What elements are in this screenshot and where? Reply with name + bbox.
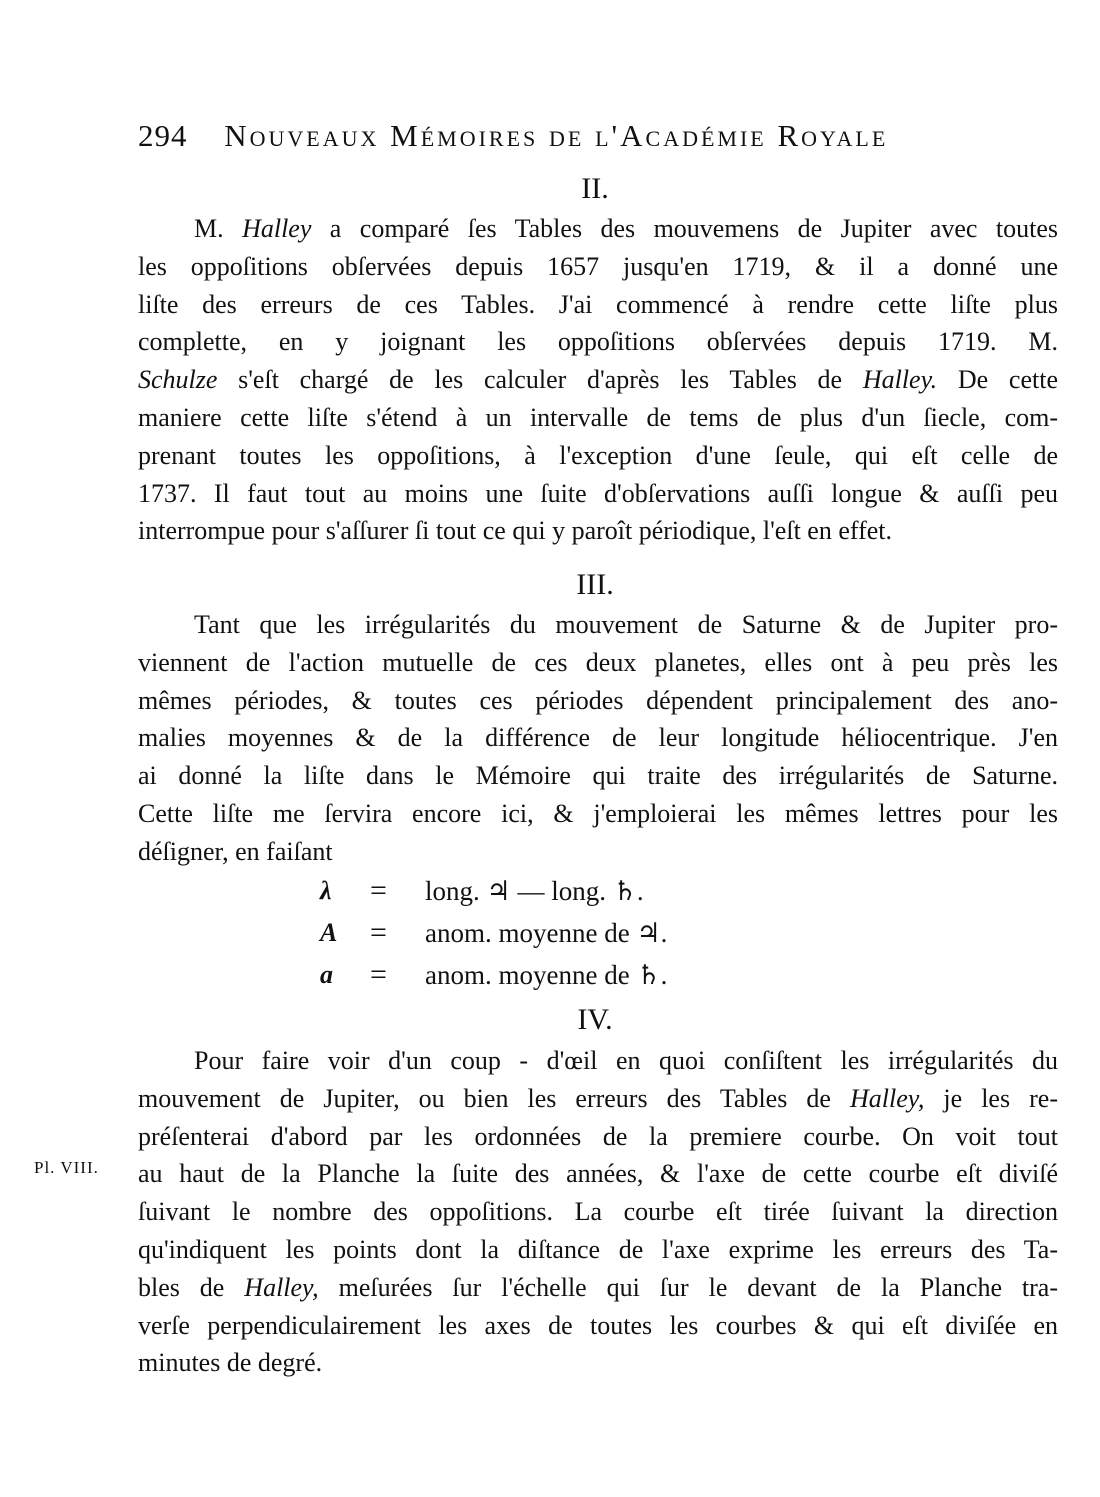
text-line: interrompue pour s'aſſurer ſi tout ce qui y paroît périodique, l'eſt en effet. xyxy=(138,516,892,546)
text-line: complette, en y joignant les oppoſitions obſervées depuis 1719. M. xyxy=(138,327,1058,357)
text-line: ai donné la liſte dans le Mémoire qui traite des irrégularités de Saturne. xyxy=(138,761,1058,791)
section-3-paragraph xyxy=(138,606,1058,871)
running-title: Nouveaux Mémoires de l'Académie Royale xyxy=(224,118,889,153)
formula-row xyxy=(320,912,667,954)
text-line: viennent de l'action mutuelle de ces deux planetes, elles ont à peu près les xyxy=(138,647,1058,677)
text-line: au haut de la Planche la ſuite des années, & l'axe de cette courbe eſt diviſé xyxy=(138,1159,1058,1189)
text-line: malies moyennes & de la différence de leur longitude héliocentrique. J'en xyxy=(138,723,1058,753)
italic-name: Halley xyxy=(242,214,312,243)
text-line: préſenterai d'abord par les ordonnées de la premiere courbe. On voit tout xyxy=(138,1121,1058,1151)
formula-equals: = xyxy=(370,958,387,991)
text-line: liſte des erreurs de ces Tables. J'ai commencé à rendre cette liſte plus xyxy=(138,289,1058,319)
formula-expression: anom. moyenne de ♃. xyxy=(425,917,668,948)
formula-equals: = xyxy=(370,916,387,949)
text-line: qu'indiquent les points dont la diſtance de l'axe exprime les erreurs des Ta- xyxy=(138,1234,1058,1264)
formula-row xyxy=(320,954,667,996)
italic-name: Halley, xyxy=(849,1083,925,1113)
text-line: minutes de degré. xyxy=(138,1348,323,1378)
formula-variable: A xyxy=(320,918,338,947)
text-line: Schulze s'eſt chargé de les calculer d'après les Tables de Halley. De cette xyxy=(138,365,1058,395)
running-head xyxy=(138,118,978,154)
formula-row xyxy=(320,870,667,912)
text-line: prenant toutes les oppoſitions, à l'exception d'une ſeule, qui eſt celle de xyxy=(138,440,1058,470)
text-line: ſuivant le nombre des oppoſitions. La courbe eſt tirée ſuivant la direction xyxy=(138,1197,1058,1227)
italic-name: Schulze xyxy=(138,365,218,395)
section-number-3: III. xyxy=(576,568,614,601)
text-line: mouvement de Jupiter, ou bien les erreurs des Tables de Halley, je les re- xyxy=(138,1083,1058,1113)
formula-variable: a xyxy=(320,960,333,989)
margin-note-plate-reference: Pl. VIII. xyxy=(34,1158,99,1177)
text-line: bles de Halley, meſurées ſur l'échelle qui ſur le devant de la Planche tra- xyxy=(138,1272,1059,1302)
italic-name: Halley, xyxy=(244,1272,319,1302)
text-line: 1737. Il faut tout au moins une ſuite d'obſervations auſſi longue & auſſi peu xyxy=(138,478,1058,508)
section-number-2: II. xyxy=(581,172,609,205)
text-line: verſe perpendiculairement les axes de toutes les courbes & qui eſt diviſée en xyxy=(138,1310,1058,1340)
text-line: Tant que les irrégularités du mouvement de Saturne & de Jupiter pro- xyxy=(194,610,1058,639)
text-line: Pour faire voir d'un coup - d'œil en quoi conſiſtent les irrégularités du xyxy=(194,1046,1058,1075)
italic-name: Halley. xyxy=(862,365,938,395)
text-line: les oppoſitions obſervées depuis 1657 jusqu'en 1719, & il a donné une xyxy=(138,251,1058,281)
text-line: déſigner, en faiſant xyxy=(138,836,333,866)
text-line: maniere cette liſte s'étend à un intervalle de tems de plus d'un ſiecle, com- xyxy=(138,402,1058,432)
text-line: M. Halley a comparé ſes Tables des mouvemens de Jupiter avec toutes xyxy=(194,214,1058,243)
text-line: mêmes périodes, & toutes ces périodes dépendent principalement des ano- xyxy=(138,685,1058,715)
formula-expression: anom. moyenne de ♄. xyxy=(425,959,668,990)
formula-block xyxy=(320,870,667,996)
formula-expression: long. ♃ — long. ♄. xyxy=(425,875,644,906)
page-number: 294 xyxy=(138,118,188,153)
section-4-paragraph xyxy=(138,1042,1058,1382)
text-line: Cette liſte me ſervira encore ici, & j'emploierai les mêmes lettres pour les xyxy=(138,798,1058,828)
formula-variable: λ xyxy=(320,876,332,905)
section-2-paragraph xyxy=(138,210,1058,550)
section-number-4: IV. xyxy=(577,1003,613,1036)
formula-equals: = xyxy=(370,874,387,907)
